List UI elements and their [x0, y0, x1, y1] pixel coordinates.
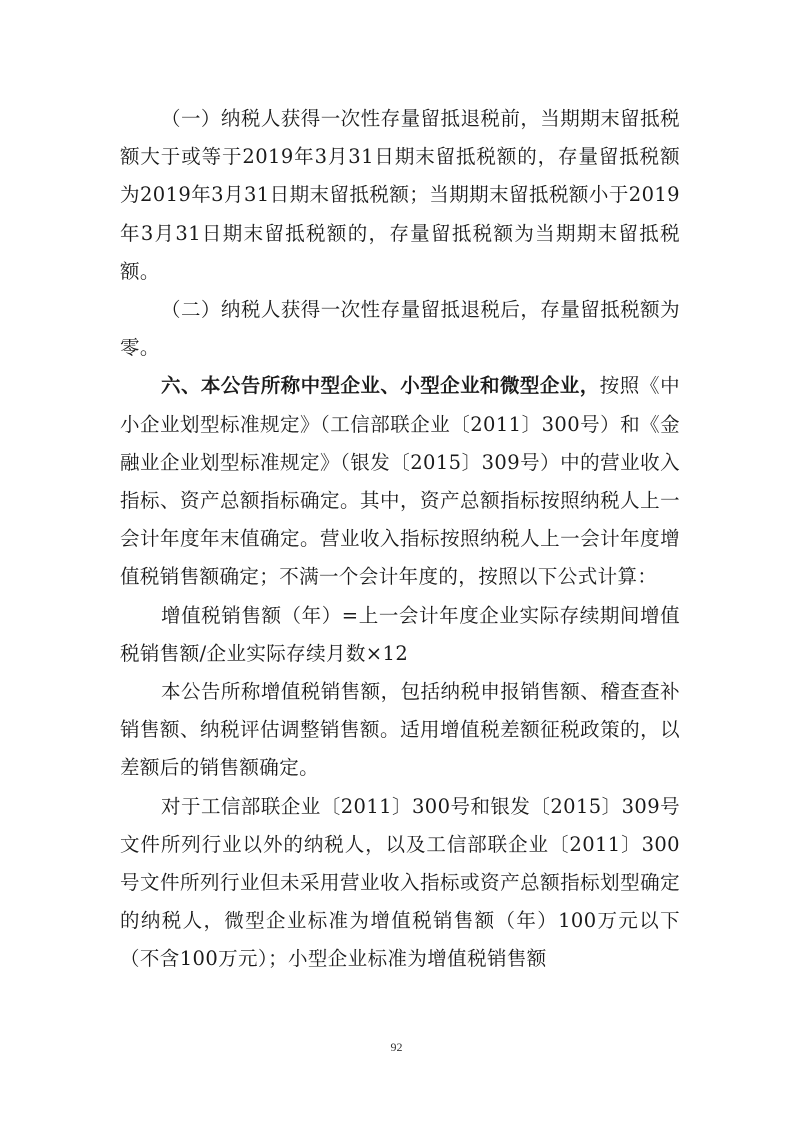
- document-body: [120, 100, 680, 979]
- section-six-heading: 六、本公告所称中型企业、小型企业和微型企业，: [161, 374, 600, 398]
- paragraph-6: 对于工信部联企业〔2011〕300号和银发〔2015〕309号文件所列行业以外的纳税人，以及工信部联企业〔2011〕300号文件所列行业但未采用营业收入指标或资产总额指标划型确定的纳税人，微型企业标准为增值税销售额（年）100万元以下（不含100万元）；小型企业标准为增值税销售额: [120, 794, 680, 971]
- paragraph-2: （二）纳税人获得一次性存量留抵退税后，存量留抵税额为零。: [120, 298, 680, 360]
- paragraph-1: （一）纳税人获得一次性存量留抵退税前，当期期末留抵税额大于或等于2019年3月31日期末留抵税额的，存量留抵税额为2019年3月31日期末留抵税额；当期期末留抵税额小于2019年3月31日期末留抵税额的，存量留抵税额为当期期末留抵税额。: [120, 107, 680, 283]
- paragraph-3: [120, 367, 680, 596]
- paragraph-5: 本公告所称增值税销售额，包括纳税申报销售额、稽查查补销售额、纳税评估调整销售额。适用增值税差额征税政策的，以差额后的销售额确定。: [120, 680, 680, 780]
- page-number: 92: [390, 1040, 403, 1054]
- formula-paragraph: 增值税销售额（年）=上一会计年度企业实际存续期间增值税销售额/企业实际存续月数×12: [120, 603, 680, 665]
- paragraph-3-body: 按照《中小企业划型标准规定》（工信部联企业〔2011〕300号）和《金融业企业划型标准规定》（银发〔2015〕309号）中的营业收入指标、资产总额指标确定。其中，资产总额指标按照纳税人上一会计年度年末值确定。营业收入指标按照纳税人上一会计年度增值税销售额确定；不满一个会计年度的，按照以下公式计算：: [120, 374, 680, 589]
